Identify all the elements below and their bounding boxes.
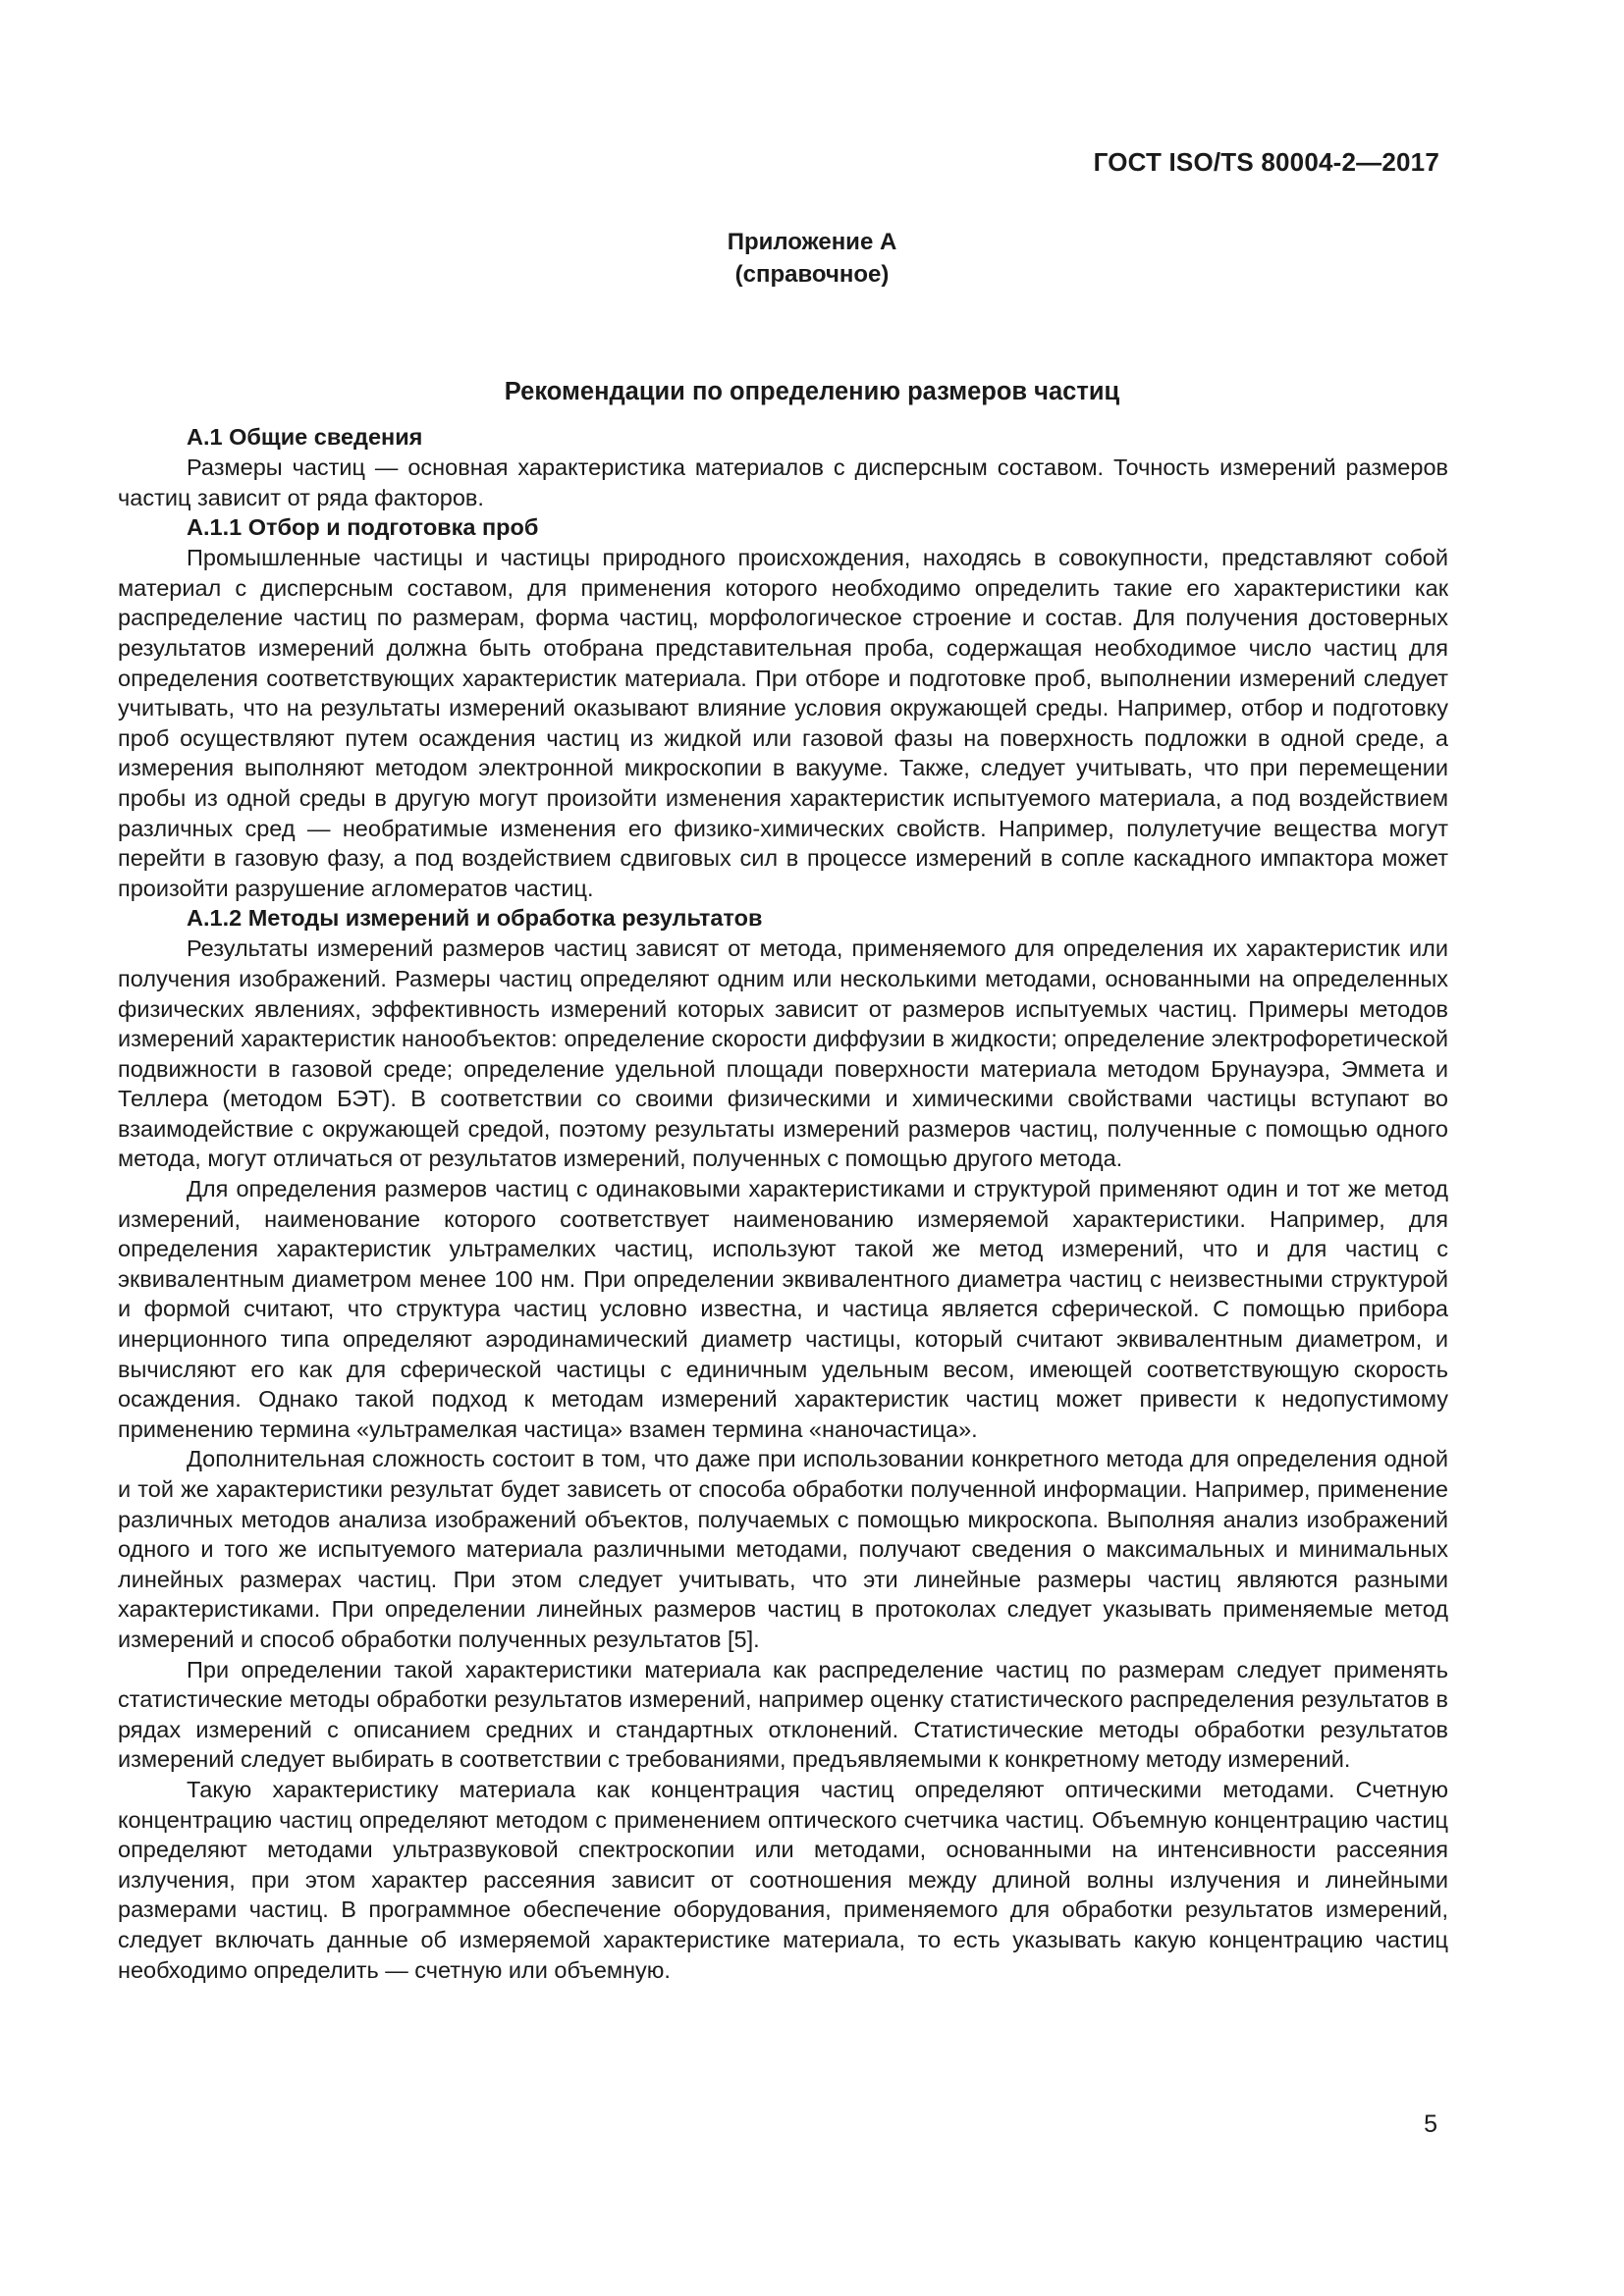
page-number: 5 bbox=[1424, 2110, 1437, 2138]
appendix-subtitle: (справочное) bbox=[734, 261, 890, 288]
heading-a1: А.1 Общие сведения bbox=[187, 424, 423, 450]
heading-a12: А.1.2 Методы измерений и обработка результатов bbox=[187, 905, 763, 932]
appendix-heading bbox=[0, 226, 1624, 291]
paragraph: Такую характеристику материала как концентрация частиц определяют оптическими методами. Счетную концентрацию частиц определяют методом с применением оптического счетчика частиц. Объемную концентрацию частиц определяют методами ультразвуковой спектроскопии или методами, основанными на интенсивности рассеяния излучения, при этом характер рассеяния зависит от соотношения между длиной волны излучения и линейными размерами частиц. В программное обеспечение оборудования, применяемого для обработки результатов измерений, следует включать данные об измеряемой характеристике материала, то есть указывать какую концентрацию частиц необходимо определить — счетную или объемную. bbox=[118, 1776, 1448, 1983]
paragraph: Для определения размеров частиц с одинаковыми характеристиками и структурой применяют один и тот же метод измерений, наименование которого соответствует наименованию измеряемой характеристики. Например, для определения характеристик ультрамелких частиц, используют такой же метод измерений, что и для частиц с эквивалентным диаметром менее 100 нм. При определении эквивалентного диаметра частиц с неизвестными структурой и формой считают, что структура частиц условно известна, и частица является сферической. С помощью прибора инерционного типа определяют аэродинамический диаметр частицы, который считают эквивалентным диаметром, и вычисляют его как для сферической частицы с единичным удельным весом, имеющей соответствующую скорость осаждения. Однако такой подход к методам измерений характеристик частиц может привести к недопустимому применению термина «ультрамелкая частица» взамен термина «наночастица». bbox=[118, 1176, 1448, 1442]
body-text bbox=[118, 422, 1448, 1985]
paragraph: Промышленные частицы и частицы природного происхождения, находясь в совокупности, представляют собой материал с дисперсным составом, для применения которого необходимо определить такие его характеристики как распределение частиц по размерам, форма частиц, морфологическое строение и состав. Для получения достоверных результатов измерений должна быть отобрана представительная проба, содержащая необходимое число частиц для определения соответствующих характеристик материала. При отборе и подготовке проб, выполнении измерений следует учитывать, что на результаты измерений оказывают влияние условия окружающей среды. Например, отбор и подготовку проб осуществляют путем осаждения частиц из жидкой или газовой фазы на поверхность подложки в одной среде, а измерения выполняют методом электронной микроскопии в вакууме. Также, следует учитывать, что при перемещении пробы из одной среды в другую могут произойти изменения характеристик испытуемого материала, а под воздействием различных сред — необратимые изменения его физико-химических свойств. Например, полулетучие вещества могут перейти в газовую фазу, а под воздействием сдвиговых сил в процессе измерений в сопле каскадного импактора может произойти разрушение агломератов частиц. bbox=[118, 545, 1448, 901]
paragraph: Результаты измерений размеров частиц зависят от метода, применяемого для определения их характеристик или получения изображений. Размеры частиц определяют одним или несколькими методами, основанными на определенных физических явлениях, эффективность измерений которых зависит от размеров испытуемых частиц. Примеры методов измерений характеристик нанообъектов: определение скорости диффузии в жидкости; определение электрофоретической подвижности в газовой среде; определение удельной площади поверхности материала методом Брунауэра, Эммета и Теллера (методом БЭТ). В соответствии со своими физическими и химическими свойствами частицы вступают во взаимодействие с окружающей средой, поэтому результаты измерений размеров частиц, полученные с помощью одного метода, могут отличаться от результатов измерений, полученных с помощью другого метода. bbox=[118, 935, 1448, 1172]
heading-a11: А.1.1 Отбор и подготовка проб bbox=[187, 514, 539, 541]
paragraph: При определении такой характеристики материала как распределение частиц по размерам следует применять статистические методы обработки результатов измерений, например оценку статистического распределения результатов в рядах измерений с описанием средних и стандартных отклонений. Статистические методы обработки результатов измерений следует выбирать в соответствии с требованиями, предъявляемыми к конкретному методу измерений. bbox=[118, 1656, 1448, 1773]
paragraph: Размеры частиц — основная характеристика материалов с дисперсным составом. Точность измерений размеров частиц зависит от ряда факторов. bbox=[118, 454, 1448, 510]
document-code: ГОСТ ISO/TS 80004-2—2017 bbox=[1093, 147, 1439, 177]
paragraph: Дополнительная сложность состоит в том, что даже при использовании конкретного метода для определения одной и той же характеристики результат будет зависеть от способа обработки полученной информации. Например, применение различных методов анализа изображений объектов, получаемых с помощью микроскопа. Выполняя анализ изображений одного и того же испытуемого материала различными методами, получают сведения о максимальных и минимальных линейных размерах частиц. При этом следует учитывать, что эти линейные размеры частиц являются разными характеристиками. При определении линейных размеров частиц в протоколах следует указывать применяемые метод измерений и способ обработки полученных результатов [5]. bbox=[118, 1446, 1448, 1652]
appendix-title: Приложение А bbox=[727, 229, 897, 255]
section-title: Рекомендации по определению размеров частиц bbox=[504, 378, 1120, 405]
